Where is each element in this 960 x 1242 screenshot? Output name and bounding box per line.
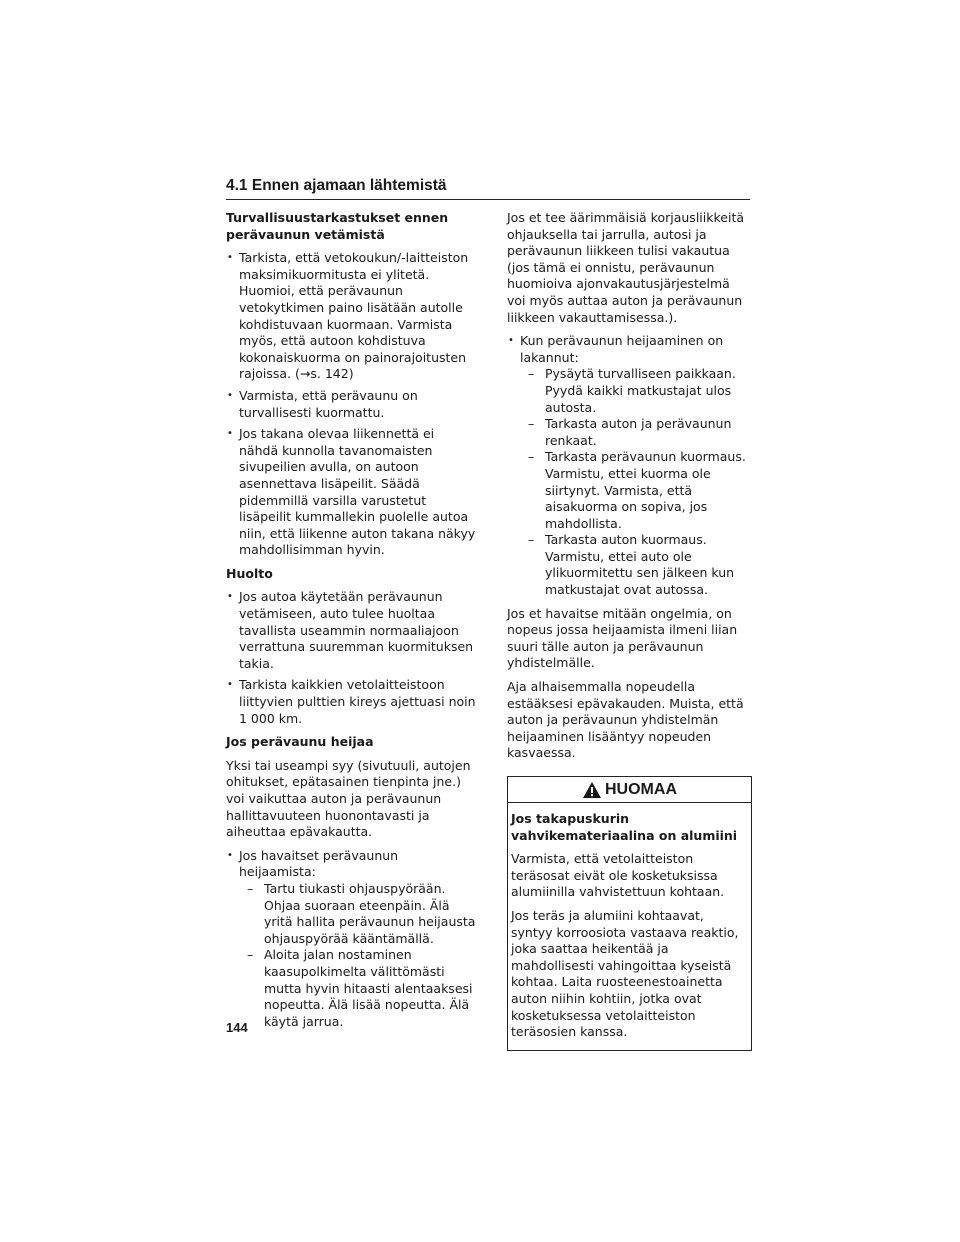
step-item: – Tarkasta perävaunun kuormaus. Varmistu, ettei kuorma ole siirtynyt. Varmista, että aisakuorma on sopiva, jos mahdollista. (528, 449, 746, 531)
list-item: • Jos takana olevaa liikennettä ei nähdä kunnolla tavanomaisten sivupeilien avulla, on autoon asennettava lisäpeilit. Säädä pidemmillä varsilla varustetut lisäpeilit kummallekin puolelle autoa niin, että liikenne auton takana näkyy mahdollisimman hyvin. (226, 426, 476, 559)
stabilize-paragraph: Jos et tee äärimmäisiä korjausliikkeitä ohjauksella tai jarrulla, autosi ja perävaunun liikkeen tulisi vakautua (jos tämä ei onnistu, perävaunun huomioiva ajonvakautusjärjestelmä voi myös auttaa auton ja perävaunun liikkeen vakauttamisessa.). (507, 210, 744, 325)
warning-paragraph: Varmista, että vetolaitteiston teräsosat eivät ole kosketuksissa alumiinilla vahvistettuun kohtaan. (511, 851, 725, 900)
sway-intro: Yksi tai useampi syy (sivutuuli, autojen ohitukset, epätasainen tienpinta jne.) voi vaikuttaa auton ja perävaunun hallittavuuteen huonontavasti ja aiheuttaa epävakautta. (226, 757, 471, 840)
page-number: 144 (226, 1020, 248, 1035)
warning-body (508, 803, 751, 1050)
step-item: – Tarkasta auton ja perävaunun renkaat. (528, 416, 732, 448)
step-item: – Aloita jalan nostaminen kaasupolkimelta välittömästi mutta hyvin hitaasti alentaaksesi nopeutta. Älä lisää nopeutta. Älä käytä jarrua. (247, 947, 473, 1029)
warning-title: HUOMAA (605, 780, 677, 798)
left-column (226, 210, 476, 1037)
sway-heading: Jos perävaunu heijaa (226, 734, 374, 750)
list-item: • Jos autoa käytetään perävaunun vetämiseen, auto tulee huoltaa tavallista useammin normaaliajoon verrattuna suuremman kuormituksen takia. (226, 589, 476, 672)
safety-checks-heading: Turvallisuustarkastukset ennen perävaunun vetämistä (226, 210, 449, 242)
warning-paragraph: Jos teräs ja alumiini kohtaavat, syntyy korroosiota vastaava reaktio, joka saattaa heikentää ja mahdollisesti vahingoittaa kyseistä kohtaa. Laita ruosteenestoainetta auton niihin kohtiin, jotka ovat kosketuksessa vetolaitteiston teräsosien kanssa. (511, 907, 739, 1040)
list-item: • Tarkista kaikkien vetolaitteistoon liittyvien pulttien kireys ajettuasi noin 1 000 km. (226, 677, 476, 727)
no-problems-paragraph: Jos et havaitse mitään ongelmia, on nopeus jossa heijaamista ilmeni liian suuri tälle auton ja perävaunun yhdistelmälle. (507, 605, 738, 671)
list-item: • Varmista, että perävaunu on turvallisesti kuormattu. (226, 388, 476, 421)
list-item: • Jos havaitset perävaunun heijaamista: – Tartu tiukasti ohjauspyörään. Ohjaa suoraan eteenpäin. Älä yritä hallita perävaunun heijausta ohjauspyörää kääntämällä. – Aloita jalan nostaminen kaasupolkimelta välittömästi mutta hyvin hitaasti alentaaksesi nopeutta. Älä lisää nopeutta. Älä käytä jarrua. (226, 848, 476, 1031)
maintenance-heading: Huolto (226, 565, 273, 581)
warning-triangle-icon (582, 781, 602, 799)
list-item: • Tarkista, että vetokoukun/-laitteiston maksimikuormitusta ei ylitetä. Huomioi, että perävaunun vetokytkimen paino lisätään autolle kohdistuvaan kuormaan. Varmista myös, että autoon kohdistuva kokonaiskuorma on painorajoitusten rajoissa. (→s. 142) (226, 250, 476, 383)
reduce-speed-paragraph: Aja alhaisemmalla nopeudella estääksesi epävakauden. Muista, että auton ja perävaunun yhdistelmän heijaaminen lisääntyy nopeuden kasvaessa. (507, 679, 744, 761)
sway-steps (239, 881, 476, 1030)
right-column (507, 210, 752, 1051)
warning-heading: Jos takapuskurin vahvikemateriaalina on alumiini (511, 811, 738, 843)
after-sway-steps (520, 366, 752, 598)
maintenance-list (226, 589, 476, 727)
step-item: – Pysäytä turvalliseen paikkaan. Pyydä kaikki matkustajat ulos autosta. (528, 366, 736, 415)
warning-box (507, 776, 752, 1051)
warning-header (508, 777, 751, 803)
section-header: 4.1 Ennen ajamaan lähtemistä (226, 178, 750, 200)
step-item: – Tarkasta auton kuormaus. Varmistu, ettei auto ole ylikuormitettu sen jälkeen kun matkustajat ovat autossa. (528, 532, 735, 598)
safety-checks-list (226, 250, 476, 559)
sway-list (226, 848, 476, 1031)
list-item: • Kun perävaunun heijaaminen on lakannut: – Pysäytä turvalliseen paikkaan. Pyydä kaikki matkustajat ulos autosta. – Tarkasta auton ja perävaunun renkaat. – Tarkasta perävaunun kuormaus. Varmistu, ettei kuorma ole siirtynyt. Varmista, että aisakuorma on sopiva, jos mahdollista. – Tarkasta auton kuormaus. Varmistu, ettei auto ole ylikuormitettu sen jälkeen kun matkustajat ovat autossa. (507, 333, 752, 599)
step-item: – Tartu tiukasti ohjauspyörään. Ohjaa suoraan eteenpäin. Älä yritä hallita perävaunun heijausta ohjauspyörää kääntämällä. (247, 880, 476, 946)
after-sway-list (507, 333, 752, 599)
